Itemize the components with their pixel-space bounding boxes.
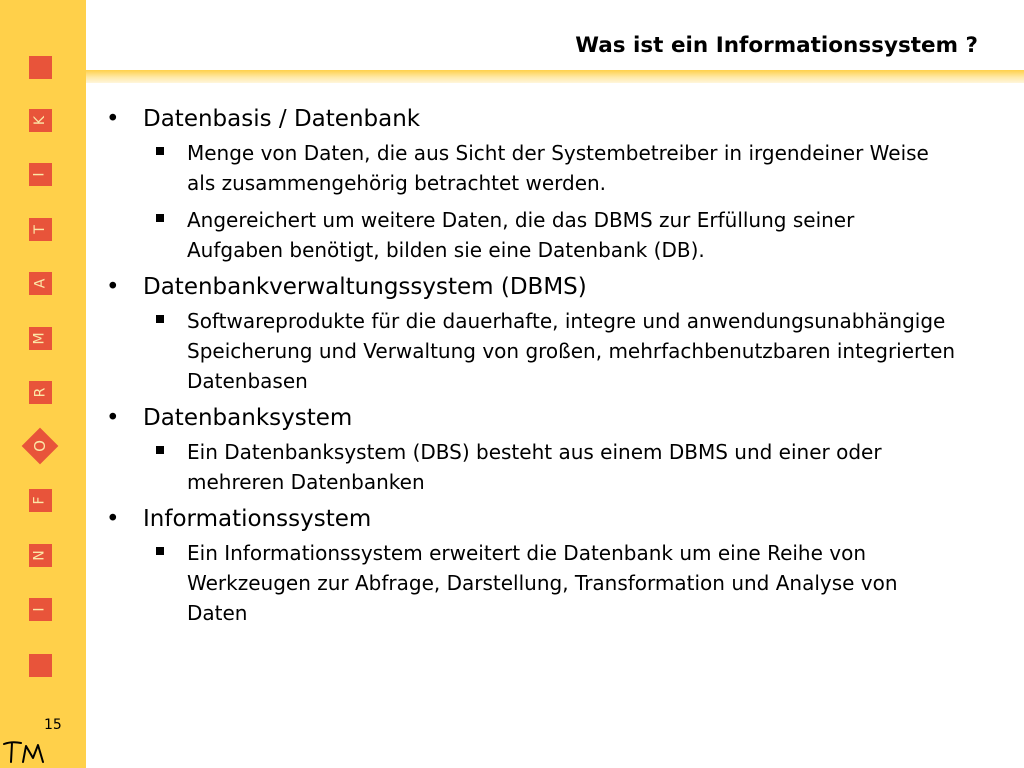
sub-bullet-text: Ein Datenbanksystem (DBS) besteht aus einem DBMS und einer oder mehreren Datenbanken — [187, 440, 882, 494]
bullet-text: Datenbankverwaltungssystem (DBMS) — [143, 274, 587, 300]
tm-logo-icon — [2, 738, 48, 764]
sidebar-letter-n: N — [29, 544, 52, 567]
sub-bullet — [106, 205, 986, 265]
bullet-datenbasis — [106, 104, 986, 134]
decorative-tile-bottom — [29, 654, 52, 677]
sidebar-letter-t: T — [29, 218, 52, 241]
page-number: 15 — [44, 717, 62, 733]
sub-bullet-text: Angereichert um weitere Daten, die das DBMS zur Erfüllung seiner Aufgaben benötigt, bilden sie eine Datenbank (DB). — [187, 208, 855, 262]
sidebar-letter-o: O — [31, 440, 49, 452]
square-bullet — [156, 147, 164, 155]
sidebar-letter-f: F — [29, 489, 52, 512]
square-bullet — [156, 547, 164, 555]
square-bullet — [156, 214, 164, 222]
sidebar — [0, 0, 86, 768]
sidebar-letter-i-bottom: I — [29, 598, 52, 621]
sub-bullet-text: Menge von Daten, die aus Sicht der Systembetreiber in irgendeiner Weise als zusammengehörig betrachtet werden. — [187, 141, 929, 195]
bullet-informationssystem — [106, 504, 986, 534]
slide-content — [106, 104, 986, 635]
bullet-dot: • — [106, 506, 120, 532]
square-bullet — [156, 315, 164, 323]
slide-title: Was ist ein Informationssystem ? — [575, 33, 978, 58]
sub-bullet — [106, 437, 986, 497]
square-bullet — [156, 446, 164, 454]
sub-bullet-text: Softwareprodukte für die dauerhafte, integre und anwendungsunabhängige Speicherung und Verwaltung von großen, mehrfachbenutzbaren integrierten Datenbasen — [187, 309, 956, 393]
sidebar-letter-a: A — [29, 272, 52, 295]
bullet-text: Informationssystem — [143, 506, 372, 532]
bullet-dot: • — [106, 405, 120, 431]
title-underline — [86, 70, 1024, 83]
sub-bullet-text: Ein Informationssystem erweitert die Datenbank um eine Reihe von Werkzeugen zur Abfrage, Darstellung, Transformation und Analyse von Daten — [187, 541, 898, 625]
bullet-datenbanksystem — [106, 403, 986, 433]
sub-bullet — [106, 538, 986, 628]
sub-bullet — [106, 306, 986, 396]
bullet-dbms — [106, 272, 986, 302]
decorative-tile-top — [29, 56, 52, 79]
bullet-text: Datenbanksystem — [143, 405, 353, 431]
sidebar-letter-i: I — [29, 163, 52, 186]
bullet-text: Datenbasis / Datenbank — [143, 106, 421, 132]
bullet-dot: • — [106, 106, 120, 132]
sidebar-letter-m: M — [29, 327, 52, 350]
title-bar — [86, 0, 1024, 70]
bullet-dot: • — [106, 274, 120, 300]
sidebar-letter-k: K — [29, 109, 52, 132]
sub-bullet — [106, 138, 986, 198]
sidebar-letter-r: R — [29, 381, 52, 404]
